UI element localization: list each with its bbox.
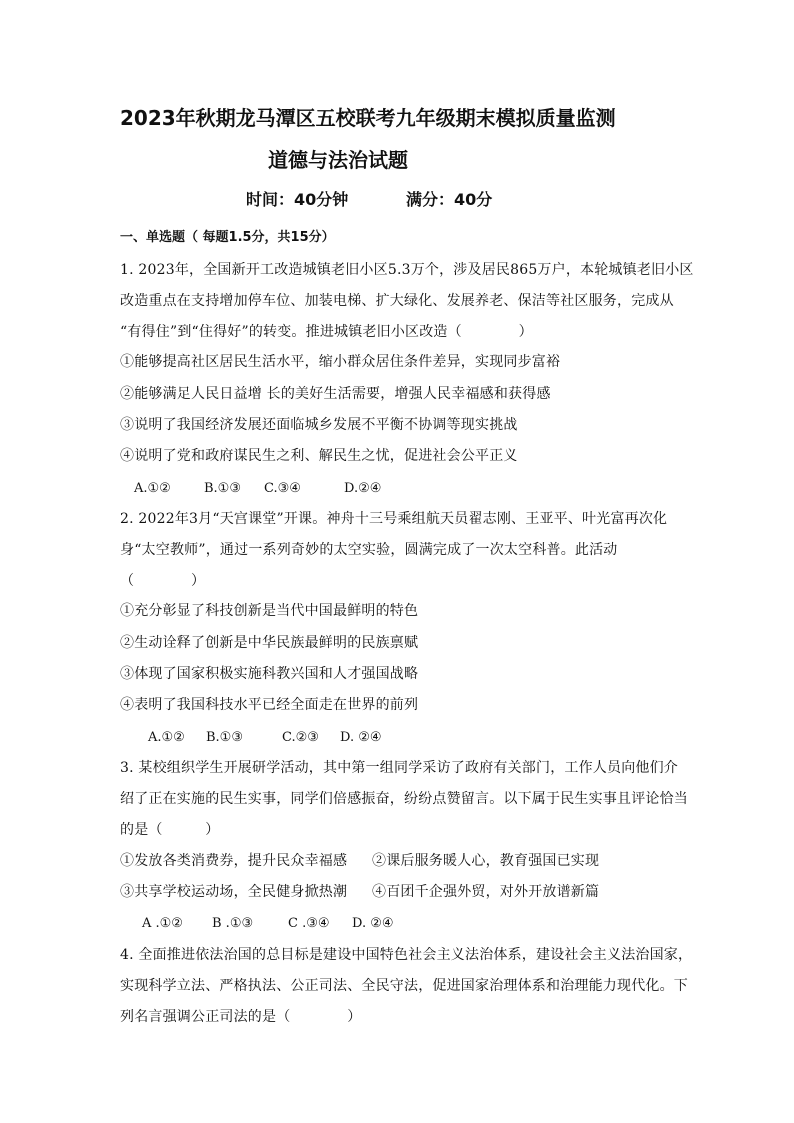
question-stem-line: 3. 某校组织学生开展研学活动，其中第一组同学采访了政府有关部门，工作人员向他们介 bbox=[120, 760, 679, 776]
answer-options bbox=[142, 915, 394, 933]
option-a[interactable]: A.①② bbox=[134, 481, 171, 496]
question-stem-line: 绍了正在实施的民生实事，同学们倍感振奋，纷纷点赞留言。以下属于民生实事且评论恰当 bbox=[120, 791, 688, 807]
statement-4: ④说明了党和政府谋民生之利、解民生之忧，促进社会公平正义 bbox=[120, 448, 518, 464]
statement-3: ③说明了我国经济发展还面临城乡发展不平衡不协调等现实挑战 bbox=[120, 417, 518, 433]
exam-title: 2023年秋期龙马潭区五校联考九年级期末模拟质量监测 bbox=[120, 106, 616, 130]
option-b[interactable]: B.①③ bbox=[206, 730, 243, 745]
option-b[interactable]: B .①③ bbox=[212, 916, 254, 931]
statement-1: ①发放各类消费券，提升民众幸福感 bbox=[120, 853, 348, 869]
option-d[interactable]: D. ②④ bbox=[352, 916, 394, 931]
question-stem-line: 身“太空教师”，通过一系列奇妙的太空实验，圆满完成了一次太空科普。此活动 bbox=[120, 542, 618, 558]
question-stem-line: “有得住”到“住得好”的转变。推进城镇老旧小区改造（ ） bbox=[120, 324, 533, 340]
option-b[interactable]: B.①③ bbox=[204, 481, 241, 496]
exam-subtitle: 道德与法治试题 bbox=[268, 148, 408, 172]
question-stem-line: 4. 全面推进依法治国的总目标是建设中国特色社会主义法治体系，建设社会主义法治国家， bbox=[120, 947, 693, 963]
question-stem-line: 列名言强调公正司法的是（ ） bbox=[120, 1009, 362, 1025]
statement-4: ④表明了我国科技水平已经全面走在世界的前列 bbox=[120, 697, 419, 713]
question-stem-line: 改造重点在支持增加停车位、加装电梯、扩大绿化、发展养老、保洁等社区服务，完成从 bbox=[120, 293, 674, 309]
option-c[interactable]: C.②③ bbox=[282, 730, 319, 745]
exam-full-score: 满分：40分 bbox=[406, 190, 493, 209]
answer-options bbox=[148, 729, 382, 747]
option-a[interactable]: A.①② bbox=[148, 730, 185, 745]
statement-2: ②能够满足人民日益增 长的美好生活需要，增强人民幸福感和获得感 bbox=[120, 386, 551, 402]
question-stem-line: 1. 2023年，全国新开工改造城镇老旧小区5.3万个，涉及居民865万户，本轮城镇老旧小区 bbox=[120, 262, 694, 278]
statement-2: ②生动诠释了创新是中华民族最鲜明的民族禀赋 bbox=[120, 635, 419, 651]
exam-time: 时间：40分钟 bbox=[246, 190, 349, 209]
statement-4: ④百团千企强外贸，对外开放谱新篇 bbox=[372, 884, 600, 900]
option-a[interactable]: A .①② bbox=[142, 916, 183, 931]
statement-1: ①能够提高社区居民生活水平，缩小群众居住条件差异，实现同步富裕 bbox=[120, 354, 561, 370]
statement-3: ③体现了国家积极实施科教兴国和人才强国战略 bbox=[120, 666, 419, 682]
statement-2: ②课后服务暖人心，教育强国已实现 bbox=[372, 853, 600, 869]
option-c[interactable]: C .③④ bbox=[288, 916, 330, 931]
answer-options bbox=[134, 480, 381, 498]
option-d[interactable]: D.②④ bbox=[344, 481, 382, 496]
option-d[interactable]: D. ②④ bbox=[340, 730, 382, 745]
statement-3: ③共享学校运动场，全民健身掀热潮 bbox=[120, 884, 348, 900]
question-stem-line: 2. 2022年3月“天宫课堂”开课。神舟十三号乘组航天员翟志刚、王亚平、叶光富再次化 bbox=[120, 511, 668, 527]
statement-1: ①充分彰显了科技创新是当代中国最鲜明的特色 bbox=[120, 603, 419, 619]
question-stem-line: 实现科学立法、严格执法、公正司法、全民守法，促进国家治理体系和治理能力现代化。下 bbox=[120, 978, 688, 994]
question-stem-line: （ ） bbox=[120, 573, 206, 589]
question-stem-line: 的是（ ） bbox=[120, 822, 220, 838]
option-c[interactable]: C.③④ bbox=[264, 481, 301, 496]
section-heading: 一、单选题（ 每题1.5分，共15分） bbox=[120, 230, 335, 245]
